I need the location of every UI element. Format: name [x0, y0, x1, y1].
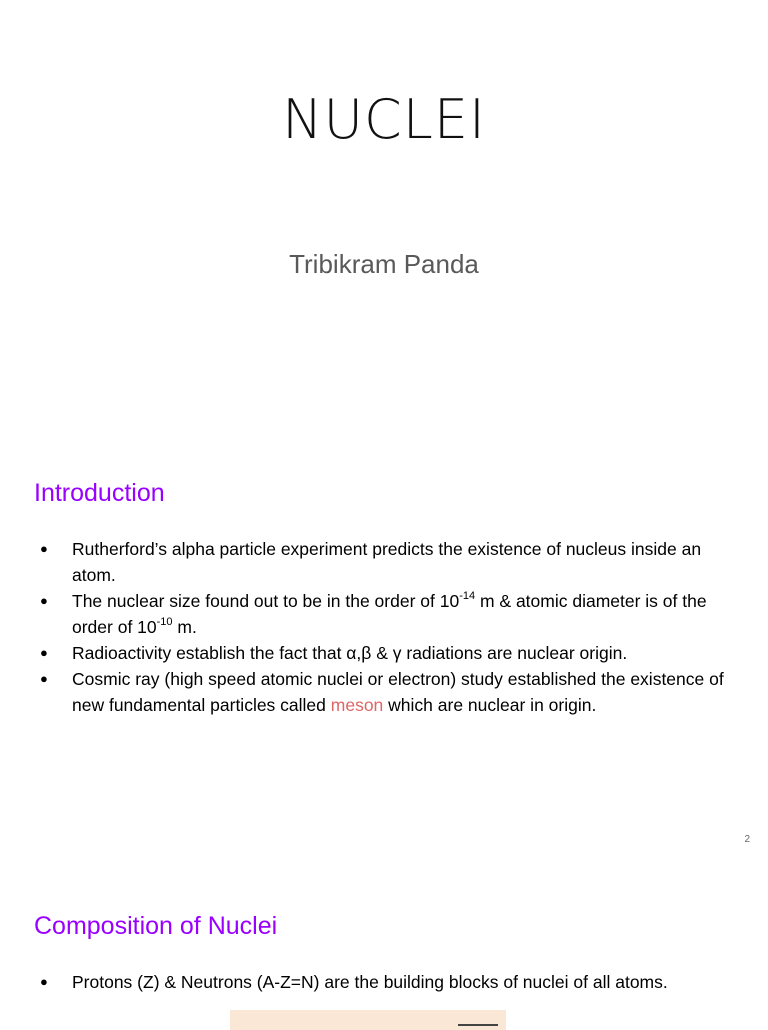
bullet-text: Rutherford’s alpha particle experiment predicts the existence of nucleus inside an atom.: [72, 539, 702, 585]
list-item: [34, 640, 734, 666]
author-name: Tribikram Panda: [289, 249, 479, 279]
composition-bullet-list: [34, 969, 734, 995]
highlighted-term: meson: [330, 695, 384, 715]
title-slide: [0, 0, 768, 434]
exponent: -14: [459, 590, 476, 603]
presentation-title: NUCLEI: [282, 88, 486, 151]
bullet-icon: ●: [40, 593, 48, 608]
bullet-text: which are nuclear in origin.: [383, 695, 597, 715]
bullet-text: m.: [172, 617, 197, 637]
bullet-text: Protons (Z) & Neutrons (A-Z=N) are the building blocks of nuclei of all atoms.: [72, 972, 668, 992]
bullet-text: Cosmic ray (high speed atomic nuclei or electron) study established the existence of new fundamental particles called: [72, 669, 724, 715]
composition-slide: [0, 868, 768, 1024]
introduction-bullet-list: [34, 536, 734, 718]
bullet-text: Radioactivity establish the fact that α,β & γ radiations are nuclear origin.: [72, 643, 628, 663]
list-item: [34, 666, 734, 718]
introduction-slide: [0, 434, 768, 868]
introduction-heading: Introduction: [34, 479, 165, 507]
bullet-icon: ●: [40, 541, 48, 556]
bullet-icon: ●: [40, 671, 48, 686]
bullet-icon: ●: [40, 645, 48, 660]
list-item: [34, 969, 734, 995]
bullet-text: The nuclear size found out to be in the order of 10: [72, 591, 460, 611]
page-number: 2: [744, 834, 750, 845]
bullet-icon: ●: [40, 974, 48, 989]
list-item: [34, 588, 734, 640]
diagram-line: [458, 1024, 498, 1026]
list-item: [34, 536, 734, 588]
bullet-text: m & atomic diameter is of the order of 10: [72, 591, 707, 637]
composition-heading: Composition of Nuclei: [34, 912, 278, 940]
exponent: -10: [156, 616, 173, 629]
diagram-image: [230, 1010, 506, 1030]
